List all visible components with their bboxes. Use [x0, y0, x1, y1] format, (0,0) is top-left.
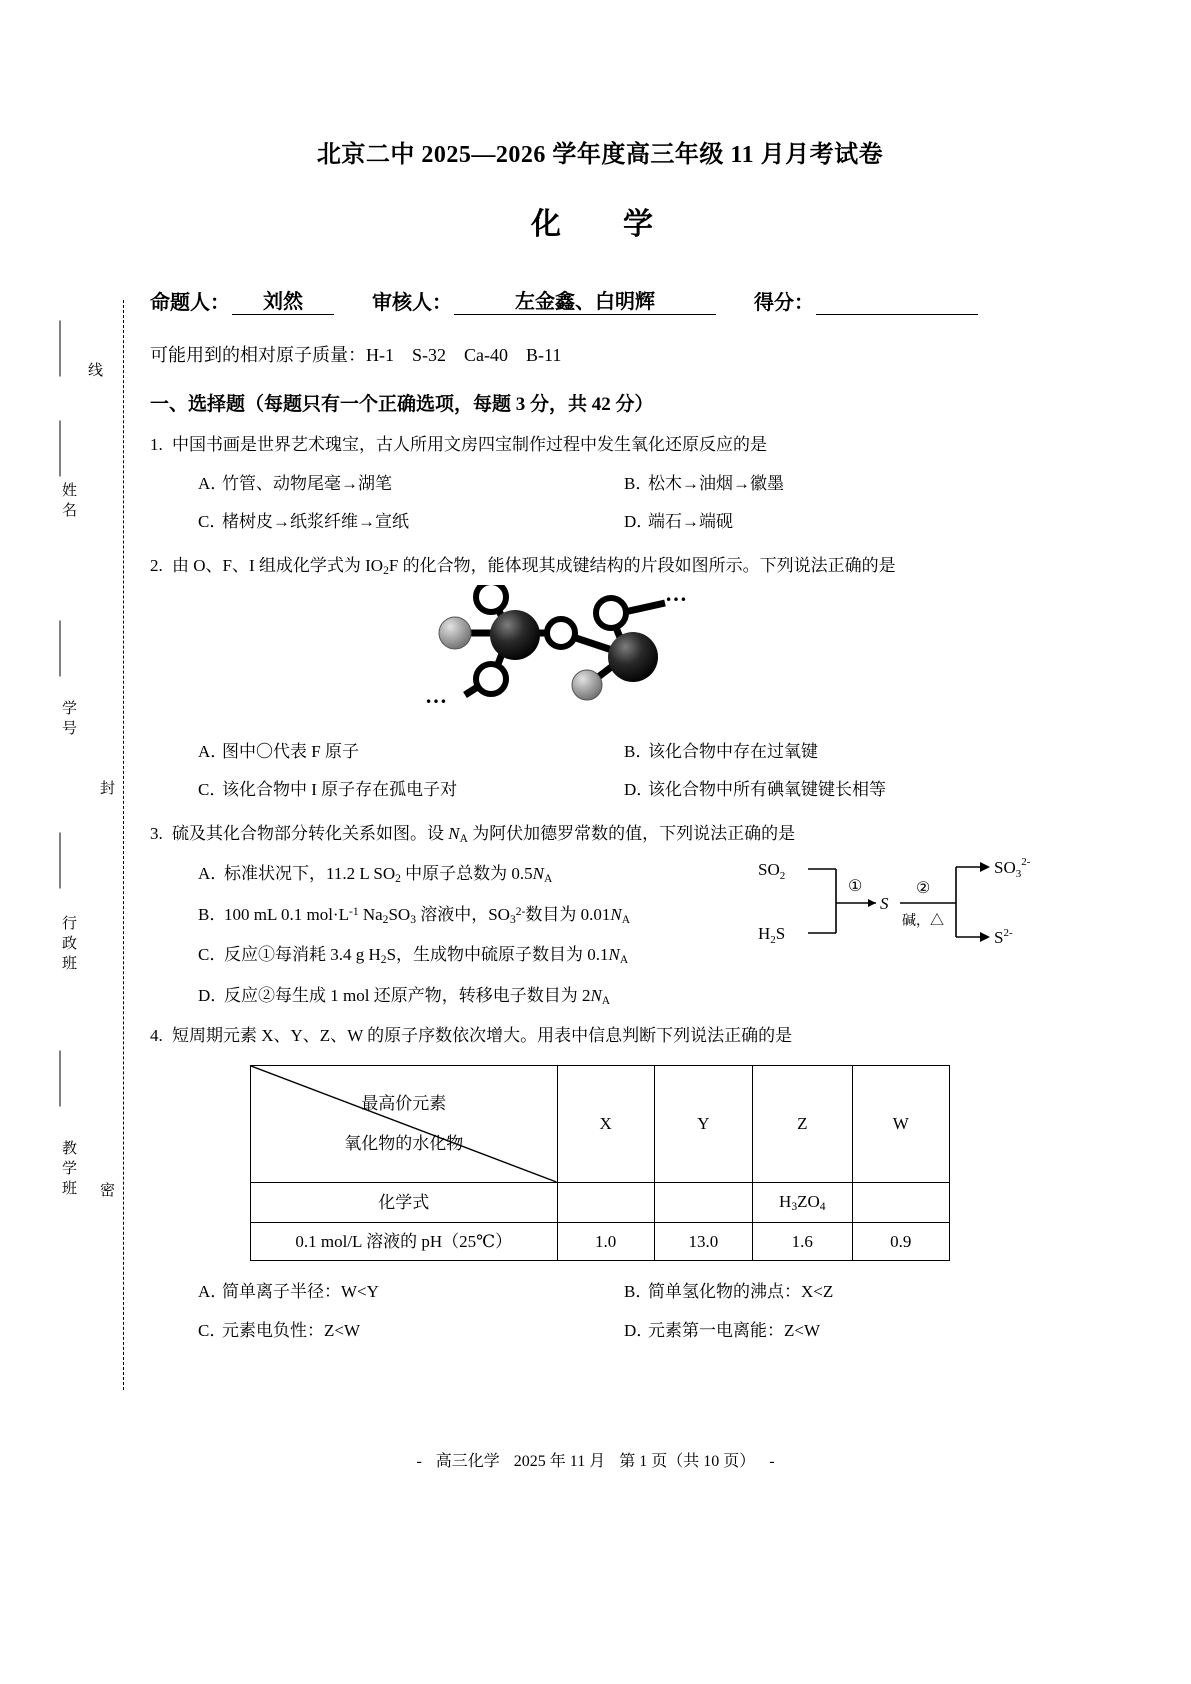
question-3-option-b[interactable] [198, 902, 750, 929]
option-letter: A． [198, 741, 228, 761]
dashed-fold-line [123, 300, 124, 1390]
subject-title: 化 学 [531, 208, 669, 241]
cell-formula-z: $H_3ZO_4$ [752, 1182, 852, 1222]
option-letter: D． [198, 985, 228, 1005]
option-text: 楮树皮→纸浆纤维→宣纸 [222, 512, 409, 531]
option-letter: C． [198, 945, 227, 965]
question-2-option-c[interactable] [198, 777, 624, 803]
question-3-number: 3. [150, 823, 163, 843]
option-text: 图中〇代表 F 原子 [222, 741, 359, 761]
score-value [816, 291, 978, 315]
corner-label-line1: 最高价元素 [361, 1094, 447, 1114]
footer-date: 2025 年 11 月 [513, 1453, 606, 1470]
option-text: 该化合物中 I 原子存在孤电子对 [222, 780, 458, 800]
margin-id-label: 学号 [60, 700, 76, 740]
option-letter: D． [624, 512, 654, 531]
option-text: 反应①每消耗 3.4 g $H_2S$，生成物中硫原子数目为 $0.1N_A$ [224, 945, 629, 967]
option-letter: D． [624, 1320, 654, 1340]
footer-dash-right: - [769, 1453, 775, 1470]
margin-line-mark: 线 [86, 362, 102, 382]
option-text: 该化合物中存在过氧键 [648, 741, 818, 761]
margin-seal-mark: 封 [98, 780, 114, 800]
atomic-mass-note: 可能用到的相对原子质量：H-1 S-32 Ca-40 B-11 [150, 345, 562, 365]
author-value: 刘然 [232, 285, 334, 315]
exam-content [150, 0, 1050, 1343]
corner-label-line2: 氧化物的水化物 [344, 1133, 464, 1153]
table-row [251, 1182, 950, 1222]
option-text: 元素电负性：Z<W [222, 1320, 361, 1340]
scheme-step-2: ② [916, 880, 931, 898]
option-text: 元素第一电离能：Z<W [648, 1320, 821, 1340]
option-letter: C． [198, 780, 227, 800]
question-3 [150, 821, 1050, 1010]
atom-fluorine [439, 617, 471, 649]
scheme-product-sulfide: $S^{2-}$ [994, 927, 1013, 948]
question-2-option-d[interactable] [624, 777, 1050, 803]
scheme-condition: 碱，△ [902, 914, 944, 930]
margin-rule [60, 421, 61, 477]
margin-rule [60, 1051, 61, 1107]
option-letter: C． [198, 512, 227, 531]
row-header-formula: 化学式 [251, 1182, 558, 1222]
question-4-stem: 短周期元素 X、Y、Z、W 的原子序数依次增大。用表中信息判断下列说法正确的是 [172, 1026, 793, 1046]
question-3-option-c[interactable] [198, 942, 750, 969]
option-letter: A． [198, 473, 228, 493]
option-letter: B． [198, 904, 227, 924]
question-2-number: 2. [150, 555, 163, 575]
option-text: 该化合物中所有碘氧键键长相等 [648, 780, 886, 800]
footer-page-number: 第 1 页（共 10 页） [619, 1453, 756, 1470]
table-col-x: X [557, 1065, 654, 1182]
option-text: 简单离子半径：W<Y [222, 1282, 379, 1302]
table-col-w: W [852, 1065, 949, 1182]
question-1-number: 1. [150, 435, 163, 454]
option-letter: A． [198, 1282, 228, 1302]
footer-dash-left: - [416, 1453, 422, 1470]
atom-oxygen [547, 619, 575, 647]
footer-subject: 高三化学 [435, 1453, 500, 1470]
margin-rule [60, 321, 61, 377]
scheme-reactant-so2: $SO_2$ [758, 860, 786, 883]
scheme-step-1: ① [848, 878, 863, 896]
cell-formula-y [654, 1182, 752, 1222]
scheme-product-sulfite: $SO_3^{2-}$ [994, 856, 1031, 881]
atom-oxygen [476, 664, 506, 694]
meta-row [150, 285, 1050, 315]
cell-formula-w [852, 1182, 949, 1222]
option-letter: B． [624, 473, 653, 493]
margin-secret-mark: 密 [98, 1182, 114, 1202]
question-3-option-d[interactable] [198, 983, 750, 1010]
table-row [251, 1222, 950, 1261]
question-4-option-c[interactable] [198, 1318, 624, 1344]
atom-iodine [608, 632, 658, 682]
table-corner-cell [251, 1065, 558, 1182]
table-col-y: Y [654, 1065, 752, 1182]
section-1-heading: 一、选择题（每题只有一个正确选项，每题 3 分，共 42 分） [150, 394, 654, 415]
option-text: 反应②每生成 1 mol 还原产物，转移电子数目为 $2N_A$ [224, 985, 611, 1008]
atom-oxygen [476, 585, 506, 612]
page-footer [0, 1448, 1191, 1471]
page-title: 北京二中 2025—2026 学年度高三年级 11 月月考试卷 [316, 142, 884, 168]
cell-formula-x [557, 1182, 654, 1222]
question-4-option-b[interactable] [624, 1279, 1050, 1305]
score-label: 得分： [754, 292, 814, 314]
binding-margin [0, 0, 150, 1684]
table-header-row [251, 1065, 950, 1182]
reviewer-value: 左金鑫、白明辉 [454, 285, 716, 315]
io2f-ball-and-stick-model [150, 585, 1050, 723]
option-text: 端石→端砚 [648, 512, 733, 531]
option-text: 100 mL 0.1 $mol\cdot L^{-1}$ $Na_2SO_3$ 溶液中，$SO_3^{2-}$数目为 $0.01N_A$ [224, 904, 631, 926]
author-label: 命题人： [150, 292, 230, 314]
margin-rule [60, 833, 61, 889]
question-1 [150, 432, 1050, 535]
atom-iodine [490, 610, 540, 660]
cell-ph-y: 13.0 [654, 1222, 752, 1261]
cell-ph-w: 0.9 [852, 1222, 949, 1261]
scheme-reactant-h2s: $H_2S$ [758, 924, 786, 947]
question-3-option-a[interactable] [198, 861, 750, 888]
question-2-option-a[interactable] [198, 739, 624, 765]
option-text: 松木→油烟→徽墨 [648, 473, 784, 493]
option-letter: B． [624, 1282, 653, 1302]
sulfur-conversion-scheme [750, 851, 1050, 979]
question-2-stem: 由 O、F、I 组成化学式为 $IO_2F$ 的化合物，能体现其成键结构的片段如图所示。下列说法正确的是 [172, 555, 896, 577]
option-letter: B． [624, 741, 653, 761]
ellipsis-right: … [665, 585, 687, 607]
table-col-z: Z [752, 1065, 852, 1182]
option-text: 标准状况下，11.2 L $SO_2$ 中原子总数为 $0.5N_A$ [224, 864, 553, 886]
cell-ph-z: 1.6 [752, 1222, 852, 1261]
question-2 [150, 553, 1050, 803]
question-4-option-a[interactable] [198, 1279, 624, 1305]
margin-teaching-class-label: 教学班 [60, 1140, 76, 1200]
element-info-table [250, 1065, 950, 1261]
question-4-number: 4. [150, 1026, 163, 1046]
row-header-ph: 0.1 mol/L 溶液的 pH（25℃） [251, 1222, 558, 1261]
option-text: 竹管、动物尾毫→湖笔 [222, 473, 392, 493]
question-1-option-d[interactable] [624, 509, 1050, 535]
margin-name-label: 姓名 [60, 482, 76, 522]
margin-admin-class-label: 行政班 [60, 915, 76, 975]
question-3-stem: 硫及其化合物部分转化关系如图。设 $N_A$ 为阿伏加德罗常数的值，下列说法正确的是 [172, 823, 796, 845]
option-letter: D． [624, 780, 654, 800]
question-2-option-b[interactable] [624, 739, 1050, 765]
margin-rule [60, 621, 61, 677]
option-text: 简单氢化物的沸点：X<Z [648, 1282, 834, 1302]
question-1-option-b[interactable] [624, 471, 1050, 497]
option-letter: A． [198, 864, 228, 884]
question-1-stem: 中国书画是世界艺术瑰宝，古人所用文房四宝制作过程中发生氧化还原反应的是 [172, 435, 767, 454]
ellipsis-left: … [425, 683, 447, 709]
atom-oxygen [596, 598, 626, 628]
reviewer-label: 审核人： [372, 292, 452, 314]
option-letter: C． [198, 1320, 227, 1340]
question-4-option-d[interactable] [624, 1318, 1050, 1344]
atom-fluorine [572, 670, 602, 700]
cell-ph-x: 1.0 [557, 1222, 654, 1261]
question-1-option-a[interactable] [198, 471, 624, 497]
question-4 [150, 1023, 1050, 1343]
scheme-product-s: S [880, 894, 889, 914]
question-1-option-c[interactable] [198, 509, 624, 535]
